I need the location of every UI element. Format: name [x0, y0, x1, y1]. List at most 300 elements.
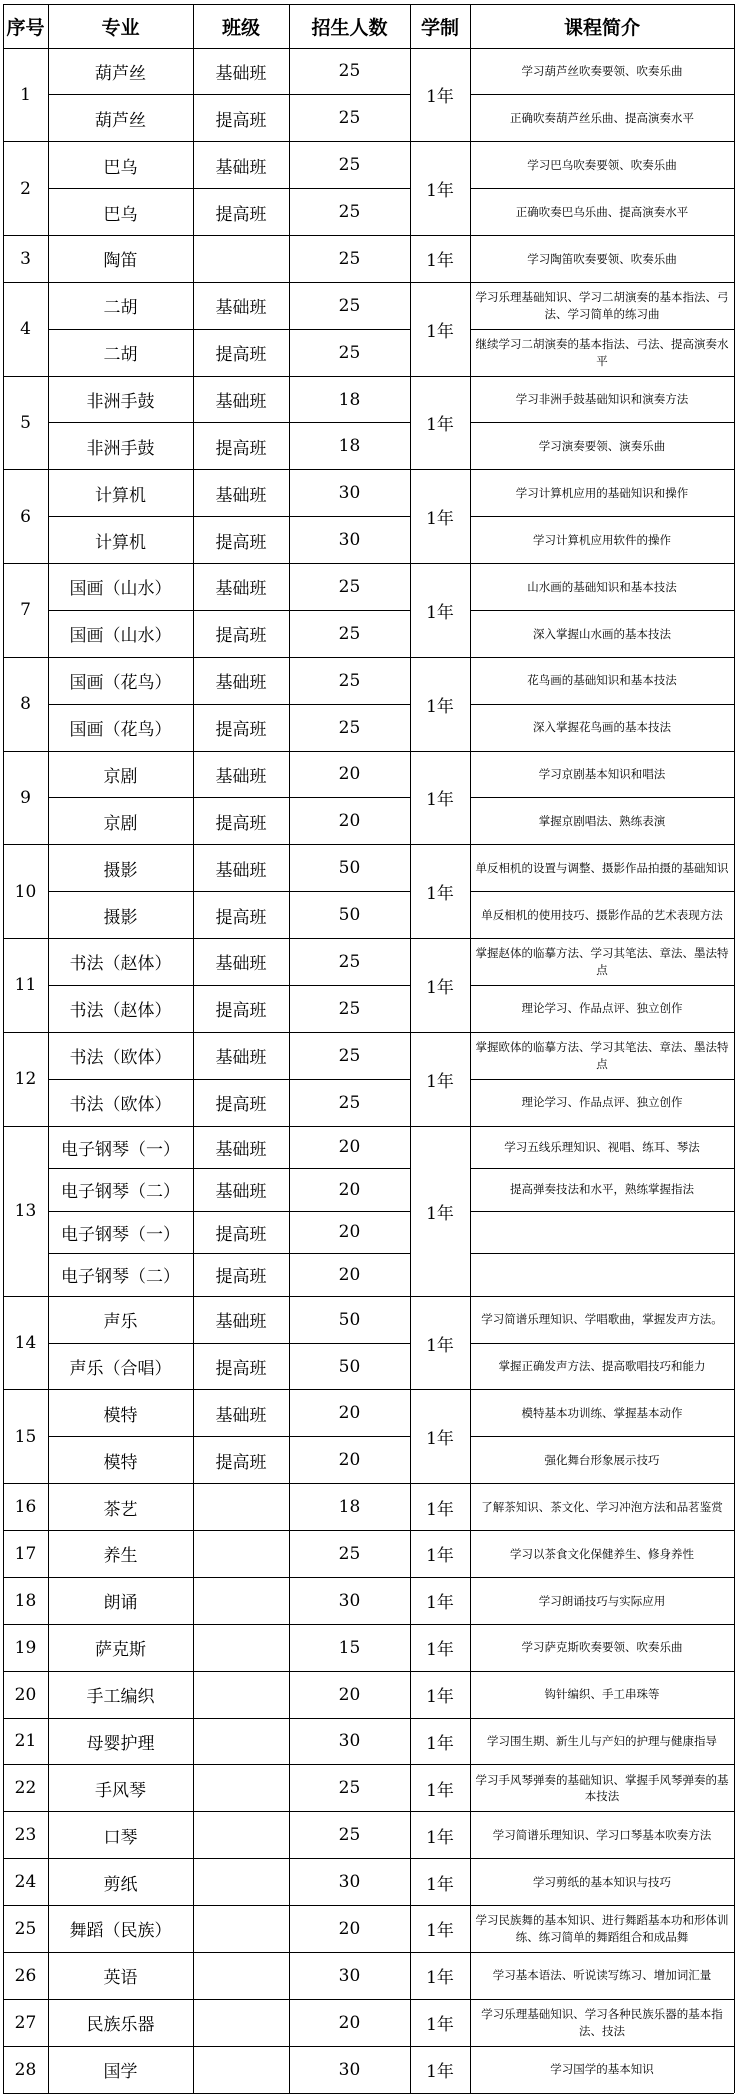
row-number: [3, 376, 48, 470]
duration-cell-text: 1年: [426, 321, 454, 342]
level-cell-text: 提高班: [215, 1359, 267, 1379]
major-cell: [48, 564, 193, 611]
count-cell-text: 18: [338, 389, 361, 410]
description-cell: [470, 517, 734, 564]
level-cell-text: 提高班: [215, 626, 267, 647]
description-cell-text: 提高弹奏技法和水平，熟练掌握指法: [510, 1182, 694, 1197]
count-cell-text: 25: [338, 342, 361, 363]
count-cell-text: 30: [338, 1590, 361, 1611]
column-divider: [289, 4, 290, 2093]
row-number-text: 8: [20, 694, 31, 715]
row-number-text: 12: [14, 1069, 37, 1090]
major-cell: [48, 1484, 193, 1531]
major-cell-text: 陶笛: [103, 251, 138, 272]
major-cell: [48, 329, 193, 376]
duration-cell-text: 1年: [426, 1640, 454, 1661]
major-cell-text: 摄影: [103, 860, 138, 881]
major-cell-text: 养生: [103, 1546, 138, 1567]
description-cell-text: 理论学习、作品点评、独立创作: [521, 1095, 683, 1110]
row-divider: [48, 188, 410, 189]
level-cell-text: 提高班: [215, 907, 267, 928]
major-cell: [48, 517, 193, 564]
count-cell-text: 20: [338, 1222, 361, 1243]
group-divider: [3, 1296, 734, 1297]
level-cell-text: 基础班: [215, 1139, 267, 1160]
level-cell: [193, 1254, 289, 1297]
row-number-text: 2: [20, 178, 31, 199]
description-cell: [470, 1079, 734, 1126]
level-cell-text: 基础班: [215, 298, 267, 319]
level-cell: [193, 1079, 289, 1126]
row-divider: [470, 422, 734, 423]
count-cell: [289, 1169, 410, 1212]
major-cell: [48, 1765, 193, 1812]
count-cell-text: 25: [338, 61, 361, 82]
duration-cell: [410, 2046, 470, 2093]
level-cell: [193, 1296, 289, 1343]
description-cell-text: 学习五线乐理知识、视唱、练耳、琴法: [504, 1139, 700, 1154]
count-cell-text: 20: [338, 1264, 361, 1285]
level-cell: [193, 1390, 289, 1437]
description-cell-text: 钩针编织、手工串珠等: [544, 1687, 660, 1702]
row-divider: [48, 985, 410, 986]
duration-cell-text: 1年: [426, 251, 454, 272]
row-number: [3, 1577, 48, 1624]
description-cell-text: 掌握赵体的临摹方法、学习其笔法、章法、墨法特点: [475, 946, 729, 977]
count-cell: [289, 189, 410, 236]
major-cell: [48, 1906, 193, 1953]
level-cell: [193, 1624, 289, 1671]
major-cell: [48, 1032, 193, 1079]
major-cell-text: 巴乌: [103, 204, 138, 225]
level-cell: [193, 1671, 289, 1718]
description-cell-text: 山水画的基础知识和基本技法: [527, 579, 677, 594]
count-cell: [289, 1765, 410, 1812]
description-cell-text: 继续学习二胡演奏的基本指法、弓法、提高演奏水平: [475, 336, 729, 368]
count-cell: [289, 1032, 410, 1079]
count-cell-text: 25: [338, 576, 361, 597]
row-number: [3, 1765, 48, 1812]
description-cell: [470, 1032, 734, 1079]
duration-cell-text: 1年: [426, 1780, 454, 1801]
duration-cell-text: 1年: [426, 602, 454, 623]
level-cell: [193, 282, 289, 329]
description-cell: [470, 376, 734, 423]
description-cell: [470, 1437, 734, 1484]
description-cell-text: 掌握京剧唱法、熟练表演: [538, 814, 666, 828]
count-cell-text: 20: [338, 1450, 361, 1471]
count-cell-text: 20: [338, 1137, 361, 1158]
major-cell-text: 手风琴: [95, 1780, 146, 1801]
count-cell: [289, 751, 410, 798]
duration-cell: [410, 1296, 470, 1390]
major-cell-text: 葫芦丝: [95, 63, 146, 84]
duration-cell-text: 1年: [426, 884, 454, 905]
major-cell: [48, 282, 193, 329]
level-cell-text: 基础班: [215, 860, 267, 881]
description-cell-text: 深入掌握山水画的基本技法: [533, 626, 671, 641]
count-cell: [289, 1390, 410, 1437]
major-cell: [48, 704, 193, 751]
group-divider: [3, 657, 734, 658]
major-cell-text: 葫芦丝: [95, 110, 146, 131]
description-cell-text: 强化舞台形象展示技巧: [544, 1452, 660, 1467]
level-cell-text: 基础班: [215, 1405, 267, 1426]
description-cell: [470, 423, 734, 470]
description-cell: [470, 610, 734, 657]
group-divider: [3, 751, 734, 752]
description-cell: [470, 1484, 734, 1531]
header-major-text: 专业: [101, 16, 140, 39]
row-number-text: 16: [14, 1497, 37, 1518]
description-cell-text: 学习非洲手鼓基础知识和演奏方法: [515, 392, 689, 407]
count-cell-text: 25: [338, 1092, 361, 1113]
group-divider: [3, 1905, 734, 1906]
count-cell-text: 25: [338, 670, 361, 691]
count-cell: [289, 1952, 410, 1999]
header-major: [48, 4, 193, 48]
major-cell-text: 茶艺: [103, 1499, 138, 1520]
count-cell: [289, 1999, 410, 2046]
level-cell-text: 提高班: [215, 204, 267, 225]
group-divider: [3, 1718, 734, 1719]
major-cell-text: 书法（欧体）: [69, 1095, 172, 1116]
count-cell: [289, 1484, 410, 1531]
row-divider: [470, 516, 734, 517]
count-cell: [289, 1531, 410, 1578]
column-divider: [734, 4, 735, 2093]
major-cell: [48, 1624, 193, 1671]
duration-cell: [410, 1126, 470, 1296]
count-cell: [289, 95, 410, 142]
group-divider: [3, 1999, 734, 2000]
major-cell-text: 母婴护理: [86, 1733, 155, 1754]
description-cell-text: 学习计算机应用的基础知识和操作: [515, 485, 689, 500]
level-cell: [193, 1531, 289, 1578]
count-cell-text: 20: [338, 2012, 361, 2033]
row-number: [3, 1906, 48, 1953]
count-cell-text: 30: [338, 1731, 361, 1752]
group-divider: [3, 48, 734, 49]
description-cell: [470, 1531, 734, 1578]
duration-cell-text: 1年: [426, 2015, 454, 2036]
level-cell: [193, 1859, 289, 1906]
row-divider: [48, 610, 410, 611]
group-divider: [3, 1624, 734, 1625]
duration-cell-text: 1年: [426, 1874, 454, 1895]
row-number-text: 14: [14, 1333, 37, 1354]
description-cell-text: 学习基本语法、听说读写练习、增加词汇量: [492, 1968, 712, 1983]
description-cell: [470, 48, 734, 95]
level-cell: [193, 1577, 289, 1624]
header-description: [470, 4, 734, 48]
group-divider: [3, 1858, 734, 1859]
major-cell-text: 书法（赵体）: [69, 954, 172, 975]
major-cell-text: 口琴: [103, 1827, 138, 1848]
level-cell-text: 提高班: [215, 1452, 267, 1473]
level-cell-text: 提高班: [215, 345, 267, 366]
level-cell: [193, 1126, 289, 1169]
group-divider: [3, 1671, 734, 1672]
row-number: [3, 1531, 48, 1578]
major-cell-text: 萨克斯: [95, 1640, 146, 1661]
description-cell: [470, 657, 734, 704]
count-cell: [289, 657, 410, 704]
major-cell: [48, 1343, 193, 1390]
major-cell-text: 剪纸: [103, 1874, 138, 1895]
major-cell-text: 舞蹈（民族）: [69, 1921, 172, 1942]
major-cell: [48, 1531, 193, 1578]
major-cell-text: 模特: [103, 1405, 138, 1426]
row-number: [3, 2046, 48, 2093]
level-cell-text: 提高班: [215, 438, 267, 459]
major-cell-text: 非洲手鼓: [86, 438, 155, 459]
row-number: [3, 142, 48, 236]
description-cell: [470, 1718, 734, 1765]
description-cell: [470, 1671, 734, 1718]
row-divider: [470, 704, 734, 705]
duration-cell-text: 1年: [426, 1733, 454, 1754]
count-cell: [289, 1859, 410, 1906]
level-cell-text: 提高班: [215, 720, 267, 741]
row-number-text: 26: [14, 1965, 37, 1986]
level-cell: [193, 1765, 289, 1812]
count-cell: [289, 423, 410, 470]
count-cell-text: 25: [338, 108, 361, 129]
count-cell-text: 20: [338, 1179, 361, 1200]
count-cell-text: 30: [338, 1872, 361, 1893]
level-cell-text: 基础班: [215, 485, 267, 506]
major-cell-text: 国学: [103, 2062, 138, 2083]
group-divider: [3, 235, 734, 236]
duration-cell-text: 1年: [426, 1593, 454, 1614]
duration-cell: [410, 751, 470, 845]
description-cell: [470, 282, 734, 329]
duration-cell-text: 1年: [426, 790, 454, 811]
major-cell: [48, 1671, 193, 1718]
major-cell: [48, 1859, 193, 1906]
level-cell: [193, 1952, 289, 1999]
major-cell: [48, 1296, 193, 1343]
duration-cell: [410, 235, 470, 282]
level-cell: [193, 657, 289, 704]
header-count-text: 招生人数: [311, 16, 388, 39]
duration-cell-text: 1年: [426, 1968, 454, 1989]
group-divider: [3, 2046, 734, 2047]
count-cell-text: 20: [338, 1684, 361, 1705]
duration-cell: [410, 1718, 470, 1765]
major-cell-text: 非洲手鼓: [86, 392, 155, 412]
duration-cell-text: 1年: [426, 1546, 454, 1567]
row-divider: [470, 985, 734, 986]
major-cell: [48, 1390, 193, 1437]
group-divider: [3, 1952, 734, 1953]
level-cell-text: 提高班: [215, 1224, 267, 1245]
count-cell-text: 18: [338, 1497, 361, 1518]
description-cell: [470, 1999, 734, 2046]
count-cell: [289, 892, 410, 939]
group-divider: [3, 1126, 734, 1127]
level-cell: [193, 1999, 289, 2046]
description-cell-text: 学习演奏要领、演奏乐曲: [538, 439, 666, 454]
row-divider: [48, 891, 410, 892]
duration-cell: [410, 376, 470, 470]
description-cell: [470, 470, 734, 517]
count-cell: [289, 1437, 410, 1484]
group-divider: [3, 1032, 734, 1033]
major-cell: [48, 1999, 193, 2046]
count-cell: [289, 48, 410, 95]
major-cell-text: 摄影: [103, 907, 138, 928]
duration-cell-text: 1年: [426, 1203, 454, 1224]
duration-cell: [410, 657, 470, 751]
count-cell-text: 30: [338, 483, 361, 504]
row-divider: [470, 891, 734, 892]
level-cell-text: 基础班: [215, 63, 267, 84]
count-cell-text: 20: [338, 1918, 361, 1939]
row-number-text: 4: [20, 319, 31, 340]
duration-cell: [410, 1906, 470, 1953]
duration-cell-text: 1年: [426, 1921, 454, 1942]
group-divider: [3, 469, 734, 470]
row-divider: [470, 1253, 734, 1254]
count-cell-text: 25: [338, 1778, 361, 1799]
header-level-text: 班级: [221, 16, 260, 39]
row-divider: [48, 1079, 410, 1080]
row-divider: [48, 329, 410, 330]
description-cell: [470, 1169, 734, 1212]
group-divider: [3, 1530, 734, 1531]
major-cell-text: 国画（花鸟）: [69, 720, 172, 741]
description-cell-text: 学习简谱乐理知识、学习口琴基本吹奏方法: [492, 1827, 712, 1842]
count-cell: [289, 1812, 410, 1859]
duration-cell-text: 1年: [426, 696, 454, 717]
description-cell-text: 了解茶知识、茶文化、学习冲泡方法和品茗鉴赏: [481, 1499, 723, 1514]
count-cell-text: 30: [338, 2059, 361, 2080]
row-number: [3, 1032, 48, 1126]
count-cell-text: 25: [338, 295, 361, 316]
major-cell: [48, 1952, 193, 1999]
row-number: [3, 48, 48, 142]
row-divider: [470, 610, 734, 611]
major-cell-text: 计算机: [95, 485, 146, 506]
description-cell-text: 正确吹奏葫芦丝乐曲、提高演奏水平: [510, 110, 694, 125]
level-cell: [193, 845, 289, 892]
level-cell-text: 基础班: [215, 673, 267, 694]
group-divider: [3, 844, 734, 845]
count-cell-text: 30: [338, 530, 361, 551]
duration-cell: [410, 1484, 470, 1531]
level-cell: [193, 235, 289, 282]
row-number-text: 9: [20, 787, 31, 808]
description-cell-text: 学习手风琴弹奏的基础知识、掌握手风琴弹奏的基本技法: [475, 1772, 729, 1804]
major-cell: [48, 610, 193, 657]
row-number: [3, 657, 48, 751]
description-cell-text: 学习萨克斯吹奏要领、吹奏乐曲: [521, 1640, 683, 1655]
column-divider: [410, 4, 411, 2093]
description-cell: [470, 329, 734, 376]
row-number: [3, 1624, 48, 1671]
row-number-text: 17: [14, 1543, 37, 1564]
duration-cell: [410, 1812, 470, 1859]
row-number: [3, 1999, 48, 2046]
level-cell-text: 提高班: [215, 1095, 267, 1116]
header-count: [289, 4, 410, 48]
level-cell-text: 基础班: [215, 579, 267, 600]
level-cell-text: 基础班: [215, 157, 267, 178]
duration-cell-text: 1年: [426, 87, 454, 108]
major-cell: [48, 939, 193, 986]
description-cell: [470, 189, 734, 236]
count-cell-text: 20: [338, 1403, 361, 1424]
row-number: [3, 235, 48, 282]
major-cell: [48, 1718, 193, 1765]
description-cell-text: 学习计算机应用软件的操作: [533, 532, 671, 547]
description-cell-text: 掌握正确发声方法、提高歌唱技巧和能力: [498, 1359, 706, 1374]
count-cell-text: 15: [338, 1637, 361, 1658]
duration-cell: [410, 1952, 470, 1999]
header-duration-text: 学制: [420, 16, 459, 39]
major-cell-text: 书法（欧体）: [69, 1048, 172, 1069]
description-cell: [470, 939, 734, 986]
duration-cell-text: 1年: [426, 415, 454, 436]
major-cell-text: 声乐: [103, 1312, 138, 1333]
major-cell: [48, 1577, 193, 1624]
row-number-text: 1: [20, 84, 31, 105]
description-cell: [470, 1126, 734, 1169]
level-cell: [193, 189, 289, 236]
row-divider: [470, 188, 734, 189]
group-divider: [3, 141, 734, 142]
row-divider: [470, 1079, 734, 1080]
level-cell-text: 提高班: [215, 532, 267, 553]
header-level: [193, 4, 289, 48]
count-cell: [289, 282, 410, 329]
group-divider: [3, 1389, 734, 1390]
major-cell-text: 京剧: [103, 766, 138, 787]
major-cell-text: 二胡: [103, 298, 138, 319]
description-cell: [470, 985, 734, 1032]
header-no: [3, 4, 48, 48]
level-cell: [193, 1343, 289, 1390]
description-cell-text: 学习京剧基本知识和唱法: [538, 767, 666, 782]
major-cell-text: 计算机: [95, 532, 146, 553]
row-divider: [48, 1168, 410, 1169]
row-number-text: 7: [20, 600, 31, 621]
major-cell: [48, 189, 193, 236]
count-cell-text: 25: [338, 717, 361, 738]
level-cell: [193, 892, 289, 939]
description-cell: [470, 704, 734, 751]
count-cell-text: 50: [338, 1356, 361, 1377]
count-cell: [289, 845, 410, 892]
row-number-text: 5: [20, 412, 31, 433]
group-divider: [3, 282, 734, 283]
major-cell: [48, 1079, 193, 1126]
major-cell: [48, 48, 193, 95]
description-cell: [470, 1812, 734, 1859]
count-cell: [289, 610, 410, 657]
level-cell: [193, 985, 289, 1032]
group-divider: [3, 1811, 734, 1812]
duration-cell: [410, 1624, 470, 1671]
group-divider: [3, 938, 734, 939]
description-cell: [470, 1296, 734, 1343]
row-divider: [48, 704, 410, 705]
description-cell-text: 学习朗诵技巧与实际应用: [538, 1593, 666, 1608]
count-cell: [289, 1343, 410, 1390]
count-cell-text: 25: [338, 248, 361, 269]
